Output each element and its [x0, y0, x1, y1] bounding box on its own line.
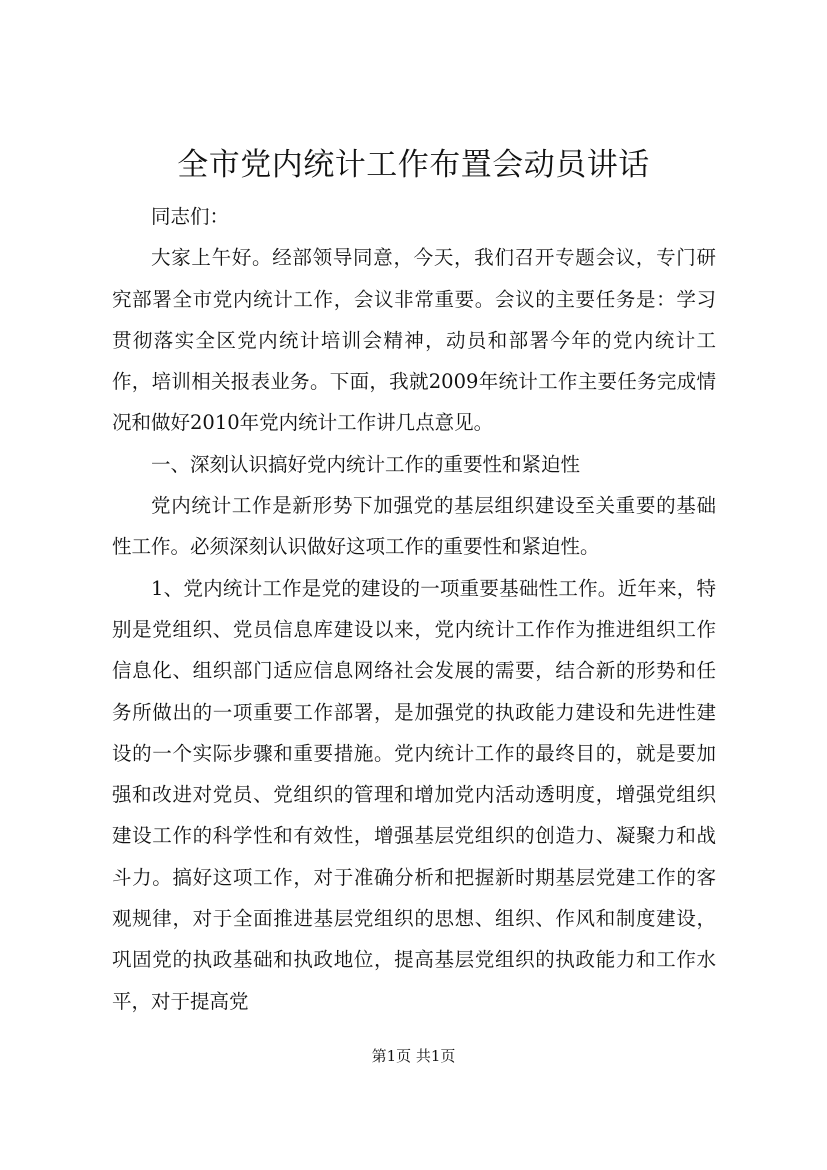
document-title: 全市党内统计工作布置会动员讲话 [177, 147, 650, 183]
paragraph-opening: 大家上午好。经部领导同意，今天，我们召开专题会议，专门研究部署全市党内统计工作，会议非常重要。会议的主要任务是：学习贯彻落实全区党内统计培训会精神，动员和部署今年的党内统计工作，培训相关报表业务。下面，我就2009年统计工作主要任务完成情况和做好2010年党内统计工作讲几点意见。 [112, 246, 716, 435]
paragraph-point-1: 1、党内统计工作是党的建设的一项重要基础性工作。近年来，特别是党组织、党员信息库建设以来，党内统计工作作为推进组织工作信息化、组织部门适应信息网络社会发展的需要，结合新的形势和任务所做出的一项重要工作部署，是加强党的执政能力建设和先进性建设的一个实际步骤和重要措施。党内统计工作的最终目的，就是要加强和改进对党员、党组织的管理和增加党内活动透明度，增强党组织建设工作的科学性和有效性，增强基层党组织的创造力、凝聚力和战斗力。搞好这项工作，对于准确分析和把握新时期基层党建工作的客观规律，对于全面推进基层党组织的思想、组织、作风和制度建设，巩固党的执政基础和执政地位，提高基层党组织的执政能力和工作水平，对于提高党 [112, 576, 716, 1013]
document-body [112, 196, 716, 1022]
paragraph-section-intro: 党内统计工作是新形势下加强党的基层组织建设至关重要的基础性工作。必须深刻认识做好这项工作的重要性和紧迫性。 [112, 494, 716, 559]
page-number-footer: 第1页 共1页 [371, 1047, 456, 1065]
section-heading-1: 一、深刻认识搞好党内统计工作的重要性和紧迫性 [151, 452, 581, 476]
salutation: 同志们： [151, 205, 230, 228]
